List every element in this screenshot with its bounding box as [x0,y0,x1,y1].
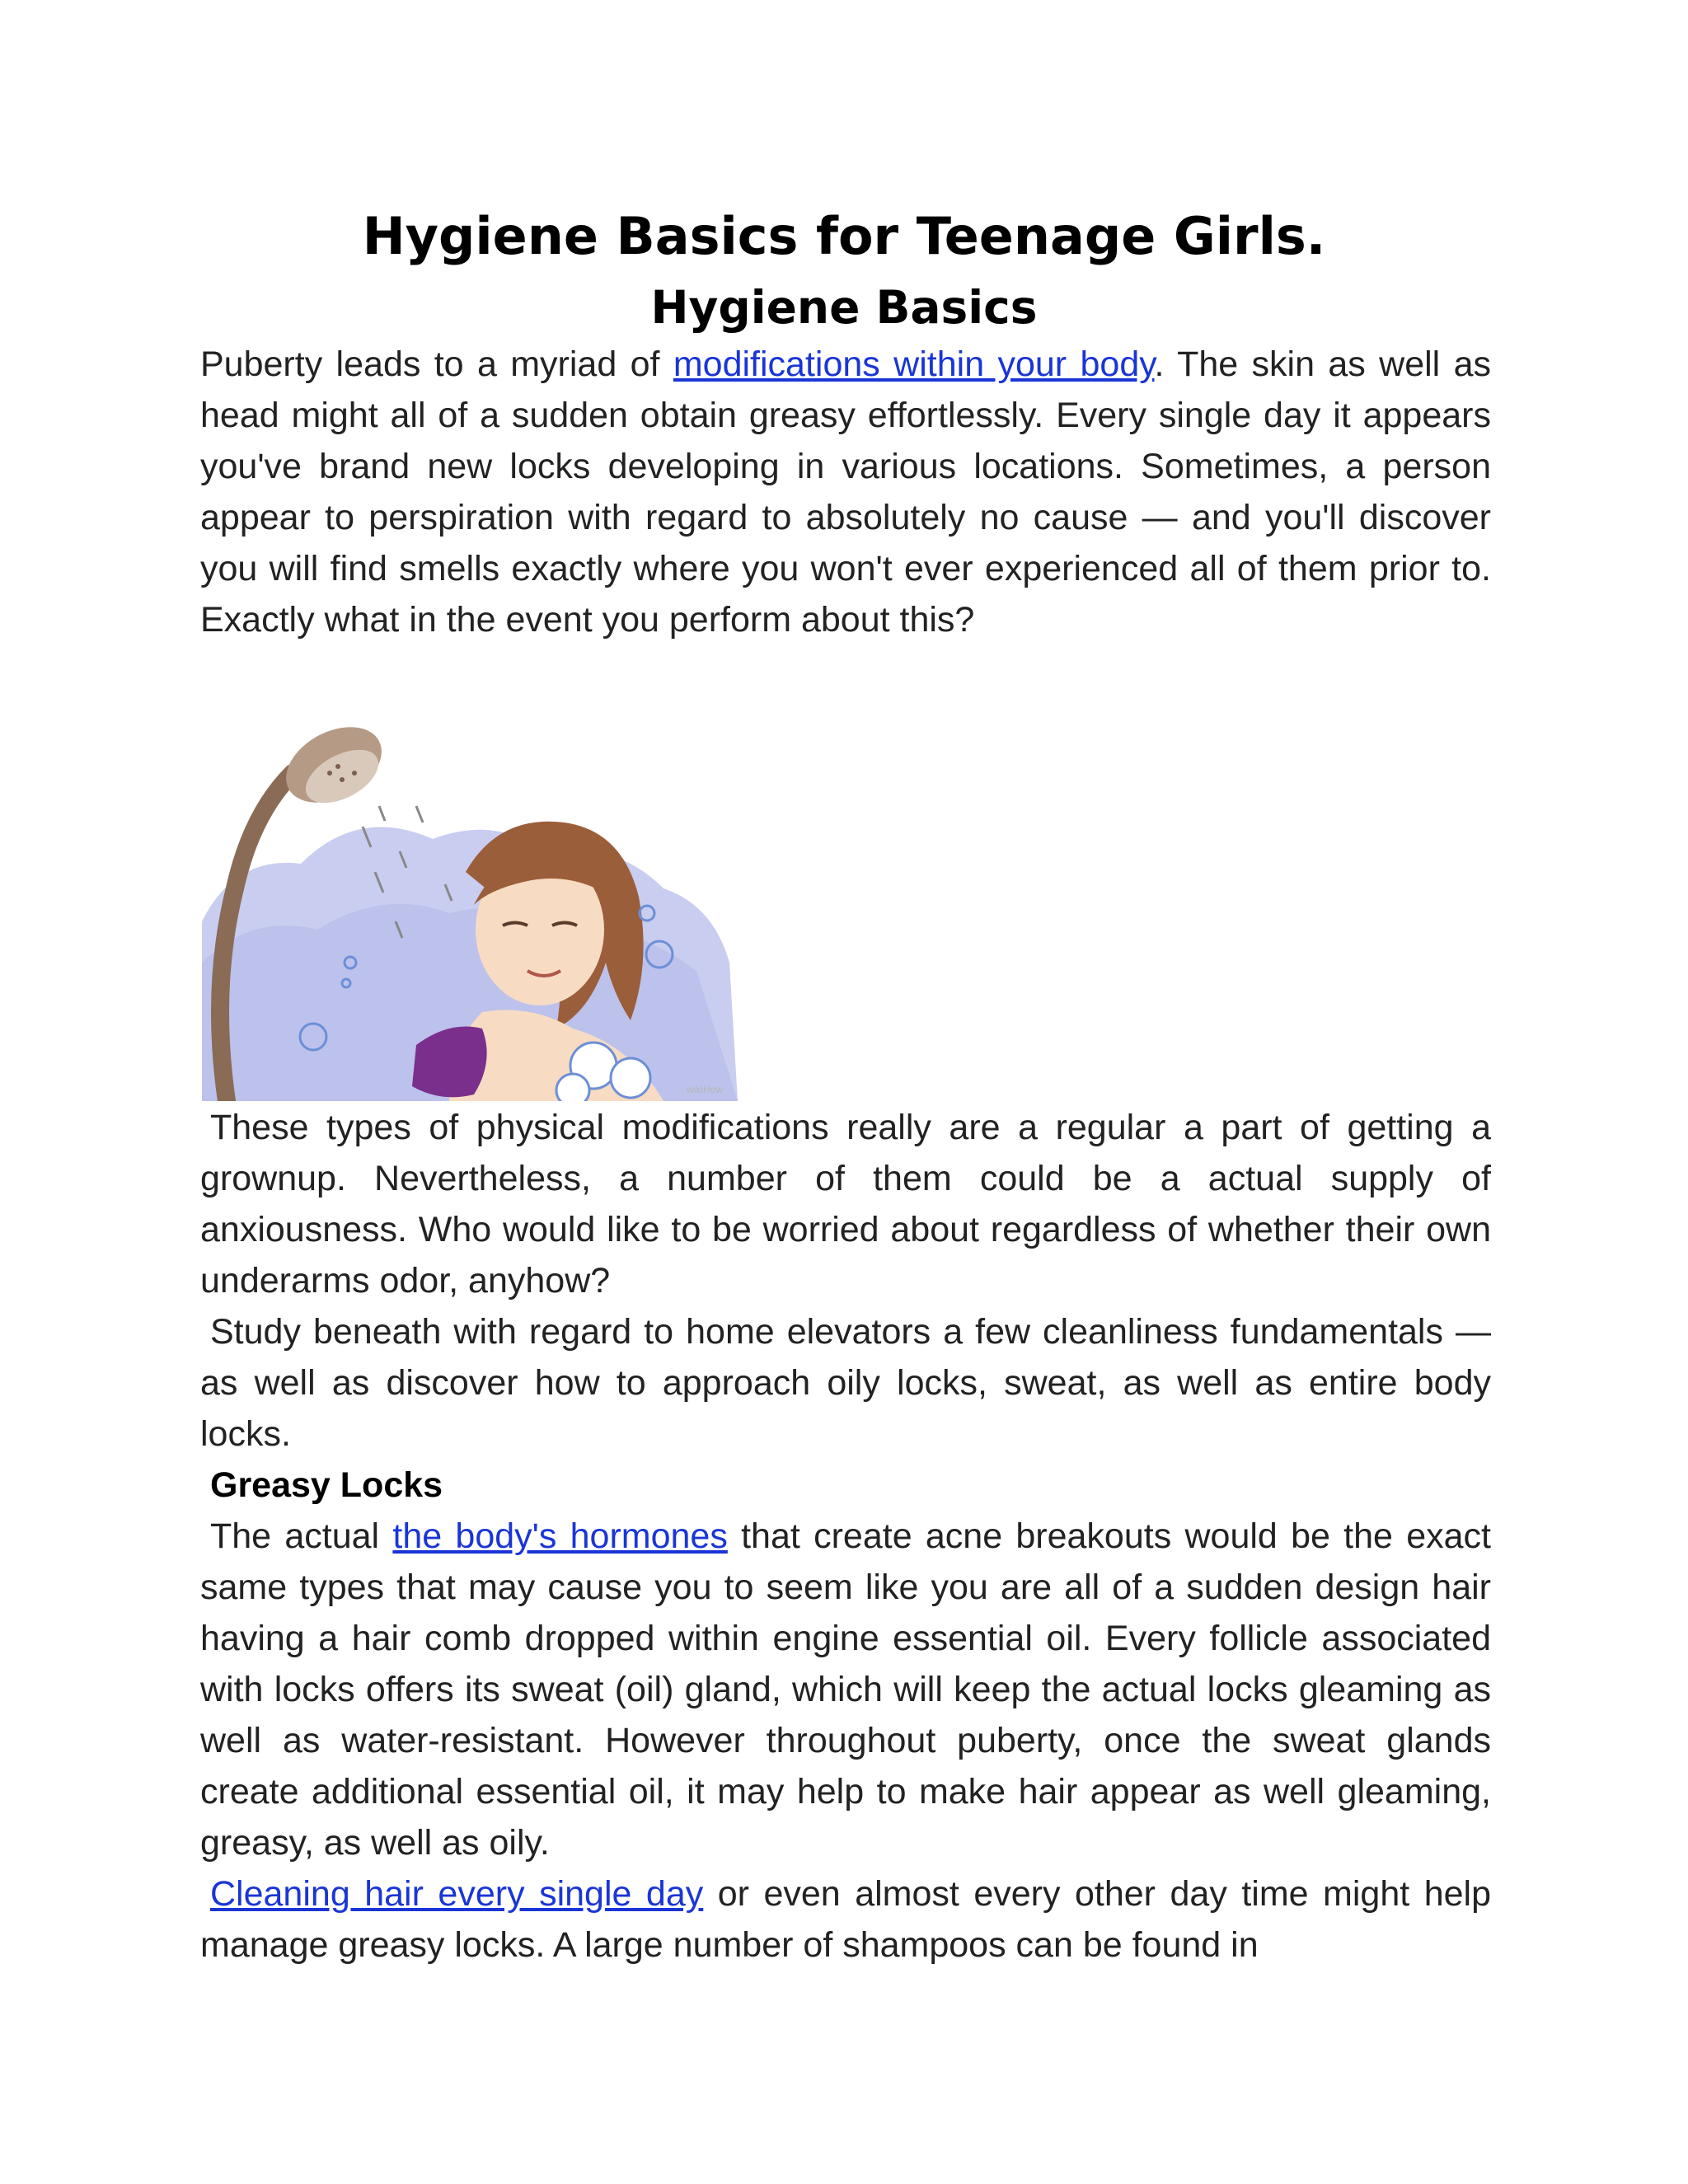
paragraph-cleaning [200,1868,1491,1971]
intro-paragraph [200,339,1491,645]
hormones-text-start: The actual [210,1516,393,1556]
shower-illustration [202,715,738,1101]
intro-text-start: Puberty leads to a myriad of [200,344,673,384]
paragraph-study: Study beneath with regard to home elevators a few cleanliness fundamentals — as well as discover how to approach oily locks, sweat, as well as entire body locks. [200,1312,1491,1454]
cleaning-text-rest: or even almost every other day time might help manage greasy locks. A large number of shampoos can be found in [200,1874,1491,1965]
cleaning-hair-link[interactable]: Cleaning hair every single day [210,1874,704,1914]
paragraph-modifications: These types of physical modifications really are a regular a part of getting a grownup. Nevertheless, a number of them could be a actual supply of anxiousness. Who would like to be worried about regardless of whether their own underarms odor, anyhow? [200,1108,1491,1301]
paragraph-hormones [200,1511,1491,1868]
hormones-link[interactable]: the body's hormones [392,1516,728,1556]
hormones-text-rest: that create acne breakouts would be the exact same types that may cause you to seem like you are all of a sudden design hair having a hair comb dropped within engine essential oil. Every follicle associated with locks offers its sweat (oil) gland, which will keep the actual locks gleaming as well as water-resistant. However throughout puberty, once the sweat glands create additional essential oil, it may help to make hair appear as well gleaming, greasy, as well as oily. [200,1516,1491,1863]
intro-block [200,339,1491,645]
illustration-watermark: wikiHow [686,1084,724,1095]
heading-greasy-locks: Greasy Locks [210,1465,443,1505]
main-block [200,1102,1491,1971]
page-title: Hygiene Basics for Teenage Girls. [362,206,1326,266]
intro-text-rest: . The skin as well as head might all of a sudden obtain greasy effortlessly. Every single day it appears you've brand new locks developing in various locations. Sometimes, a person appear to perspiration with regard to absolutely no cause — and you'll discover you will find smells exactly where you won't ever experienced all of them prior to. Exactly what in the event you perform about this? [200,344,1492,640]
modifications-link[interactable]: modifications within your body [673,344,1155,384]
page-subtitle: Hygiene Basics [650,281,1038,334]
